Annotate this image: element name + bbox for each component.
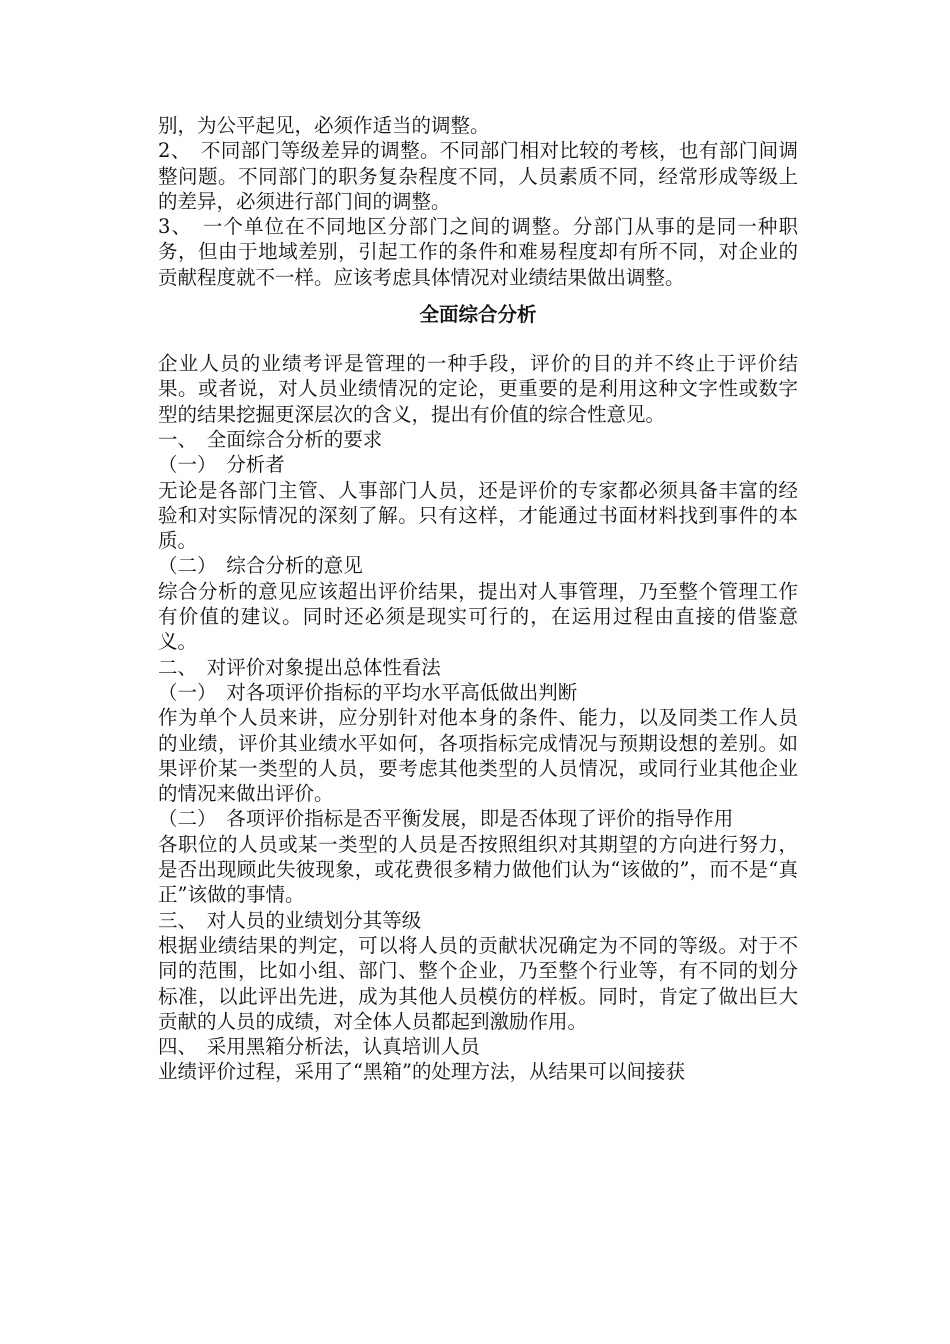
document-page bbox=[158, 113, 798, 1085]
section-title: 全面综合分析 bbox=[419, 303, 537, 327]
paragraph-lead-2: 2、 不同部门等级差异的调整。不同部门相对比较的考核，也有部门间调整问题。不同部门的职务复杂程度不同，人员素质不同，经常形成等级上的差异，必须进行部门间的调整。 bbox=[158, 139, 798, 213]
paragraph-2-1: 作为单个人员来讲，应分别针对他本身的条件、能力，以及同类工作人员的业绩，评价其业绩水平如何，各项指标完成情况与预期设想的差别。如果评价某一类型的人员，要考虑其他类型的人员情况，或同行业其他企业的情况来做出评价。 bbox=[158, 706, 798, 806]
paragraph-2-2: 各职位的人员或某一类型的人员是否按照组织对其期望的方向进行努力，是否出现顾此失彼现象，或花费很多精力做他们认为“该做的”，而不是“真正”该做的事情。 bbox=[158, 832, 798, 907]
subheading-2-1: （一） 对各项评价指标的平均水平高低做出判断 bbox=[158, 680, 578, 704]
heading-4: 四、 采用黑箱分析法，认真培训人员 bbox=[158, 1035, 480, 1059]
paragraph-lead-1: 别，为公平起见，必须作适当的调整。 bbox=[158, 114, 490, 137]
subheading-2-2: （二） 各项评价指标是否平衡发展，即是否体现了评价的指导作用 bbox=[158, 807, 734, 831]
paragraph-intro: 企业人员的业绩考评是管理的一种手段，评价的目的并不终止于评价结果。或者说，对人员业绩情况的定论，更重要的是利用这种文字性或数字型的结果挖掘更深层次的含义，提出有价值的综合性意见。 bbox=[158, 352, 798, 426]
heading-1: 一、 全面综合分析的要求 bbox=[158, 427, 383, 451]
subheading-1-1: （一） 分析者 bbox=[158, 453, 285, 477]
heading-3: 三、 对人员的业绩划分其等级 bbox=[158, 908, 422, 932]
paragraph-1-2: 综合分析的意见应该超出评价结果，提出对人事管理，乃至整个管理工作有价值的建议。同时还必须是现实可行的，在运用过程由直接的借鉴意义。 bbox=[158, 579, 798, 654]
paragraph-lead-3: 3、 一个单位在不同地区分部门之间的调整。分部门从事的是同一种职务，但由于地域差别，引起工作的条件和难易程度却有所不同，对企业的贡献程度就不一样。应该考虑具体情况对业绩结果做出调整。 bbox=[158, 215, 798, 289]
paragraph-4: 业绩评价过程，采用了“黑箱”的处理方法，从结果可以间接获 bbox=[158, 1060, 685, 1084]
paragraph-1-1: 无论是各部门主管、人事部门人员，还是评价的专家都必须具备丰富的经验和对实际情况的深刻了解。只有这样，才能通过书面材料找到事件的本质。 bbox=[158, 478, 798, 553]
subheading-1-2: （二） 综合分析的意见 bbox=[158, 554, 363, 578]
heading-2: 二、 对评价对象提出总体性看法 bbox=[158, 655, 441, 679]
paragraph-3: 根据业绩结果的判定，可以将人员的贡献状况确定为不同的等级。对于不同的范围，比如小组、部门、整个企业，乃至整个行业等，有不同的划分标准，以此评出先进，成为其他人员模仿的样板。同时，肯定了做出巨大贡献的人员的成绩，对全体人员都起到激励作用。 bbox=[158, 933, 798, 1033]
